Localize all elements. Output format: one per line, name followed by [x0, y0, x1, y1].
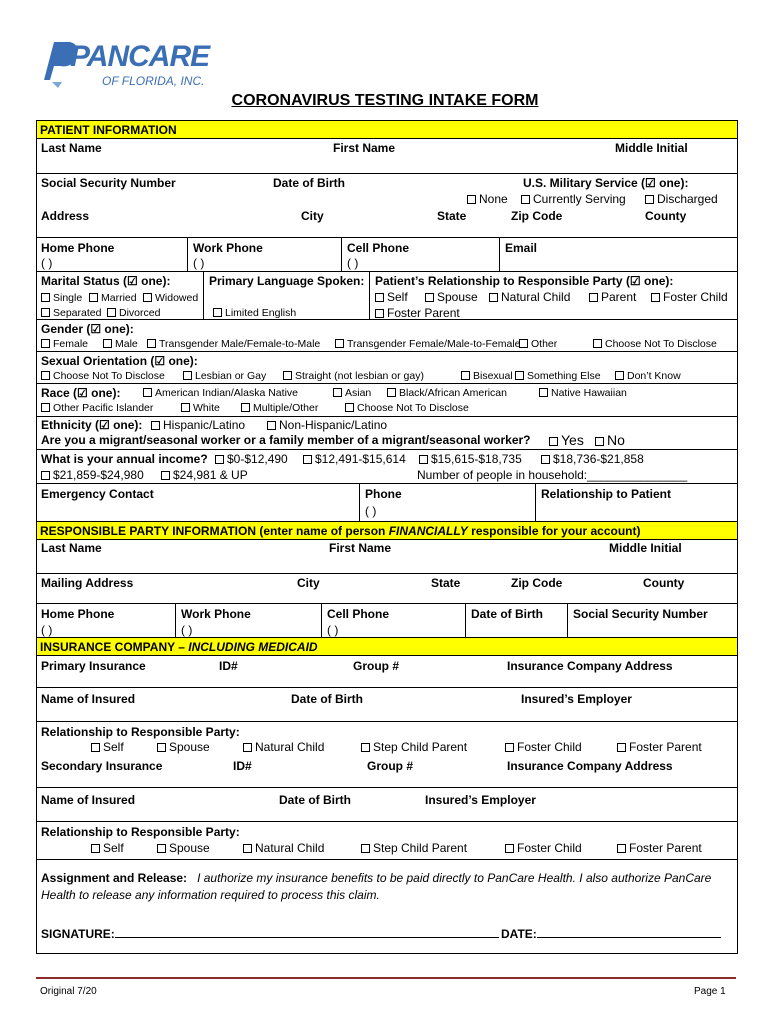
orient-lesbian-gay[interactable]: Lesbian or Gay	[183, 370, 266, 382]
primary-rel-label: Relationship to Responsible Party:	[41, 725, 240, 739]
household-field[interactable]: Number of people in household:_______________	[417, 468, 688, 482]
rel-foster-parent[interactable]: Foster Parent	[375, 306, 460, 320]
footer-page: Page 1	[694, 986, 726, 997]
emergency-phone-label: Phone	[365, 487, 402, 501]
patient-cell-phone-label: Cell Phone	[347, 241, 410, 255]
logo	[40, 36, 215, 90]
responsible-section-header	[37, 521, 737, 540]
ethnicity-non-hispanic[interactable]: Non-Hispanic/Latino	[267, 418, 387, 432]
cell-phone-field[interactable]: ( )	[347, 256, 359, 270]
race-white[interactable]: White	[181, 402, 220, 414]
rel-natural-child[interactable]: Natural Child	[489, 290, 570, 304]
rp-last-name-label: Last Name	[41, 541, 102, 555]
secondary-rel-natural-child[interactable]: Natural Child	[243, 841, 324, 855]
patient-header-label: PATIENT INFORMATION	[40, 123, 177, 137]
ethnicity-hispanic[interactable]: Hispanic/Latino	[151, 418, 245, 432]
patient-county-label: County	[645, 209, 687, 223]
secondary-rel-label: Relationship to Responsible Party:	[41, 825, 240, 839]
limited-english-option[interactable]: Limited English	[213, 307, 296, 319]
race-black[interactable]: Black/African American	[387, 387, 507, 399]
primary-insured-dob-label: Date of Birth	[291, 692, 363, 706]
assignment-text-line1: Assignment and Release: I authorize my insurance benefits to be paid directly to PanCare Health. I also authorize PanCare	[41, 871, 712, 885]
rel-spouse[interactable]: Spouse	[425, 290, 478, 304]
rp-state-label: State	[431, 576, 461, 590]
secondary-rel-foster-parent[interactable]: Foster Parent	[617, 841, 702, 855]
gender-male[interactable]: Male	[103, 338, 138, 350]
rp-first-name-label: First Name	[329, 541, 392, 555]
date-line[interactable]: DATE:	[501, 927, 721, 941]
primary-rel-foster-parent[interactable]: Foster Parent	[617, 740, 702, 754]
marital-separated[interactable]: Separated	[41, 307, 101, 319]
migrant-question: Are you a migrant/seasonal worker or a family member of a migrant/seasonal worker?	[41, 433, 531, 447]
rp-ssn-label: Social Security Number	[573, 607, 708, 621]
marital-married[interactable]: Married	[89, 292, 137, 304]
rp-middle-initial-label: Middle Initial	[609, 541, 682, 555]
secondary-rel-self[interactable]: Self	[91, 841, 124, 855]
marital-divorced[interactable]: Divorced	[107, 307, 160, 319]
primary-rel-spouse[interactable]: Spouse	[157, 740, 210, 754]
patient-dob-label: Date of Birth	[273, 176, 345, 190]
rp-county-label: County	[643, 576, 685, 590]
rp-work-phone-field[interactable]: ( )	[181, 623, 193, 637]
military-label: U.S. Military Service (☑ one):	[523, 176, 689, 190]
secondary-id-label: ID#	[233, 759, 252, 773]
patient-state-label: State	[437, 209, 467, 223]
secondary-name-insured-label: Name of Insured	[41, 793, 136, 807]
emergency-contact-label: Emergency Contact	[41, 487, 154, 501]
orient-something-else[interactable]: Something Else	[515, 370, 601, 382]
ethnicity-label: Ethnicity (☑ one):	[41, 418, 143, 432]
migrant-yes[interactable]: Yes	[549, 432, 584, 448]
footer-rule	[36, 977, 736, 979]
secondary-employer-label: Insured’s Employer	[425, 793, 536, 807]
orient-dont-know[interactable]: Don’t Know	[615, 370, 681, 382]
patient-middle-initial-label: Middle Initial	[615, 141, 688, 155]
rp-cell-phone-field[interactable]: ( )	[327, 623, 339, 637]
patient-last-name-label: Last Name	[41, 141, 102, 155]
income-21859-24980[interactable]: $21,859-$24,980	[41, 468, 144, 482]
primary-insurance-label: Primary Insurance	[41, 659, 146, 673]
orientation-label: Sexual Orientation (☑ one):	[41, 354, 198, 368]
gender-not-disclose[interactable]: Choose Not To Disclose	[593, 338, 717, 350]
rp-home-phone-field[interactable]: ( )	[41, 623, 53, 637]
patient-email-label: Email	[505, 241, 538, 255]
income-12491-15614[interactable]: $12,491-$15,614	[303, 452, 406, 466]
gender-trans-female[interactable]: Transgender Female/Male-to-Female	[335, 338, 521, 350]
primary-address-label: Insurance Company Address	[507, 659, 673, 673]
marital-single[interactable]: Single	[41, 292, 82, 304]
income-18736-21858[interactable]: $18,736-$21,858	[541, 452, 644, 466]
primary-rel-natural-child[interactable]: Natural Child	[243, 740, 324, 754]
gender-female[interactable]: Female	[41, 338, 88, 350]
race-label: Race (☑ one):	[41, 386, 121, 400]
primary-employer-label: Insured’s Employer	[521, 692, 632, 706]
secondary-address-label: Insurance Company Address	[507, 759, 673, 773]
rp-home-phone-label: Home Phone	[41, 607, 115, 621]
rp-dob-label: Date of Birth	[471, 607, 543, 621]
work-phone-field[interactable]: ( )	[193, 256, 205, 270]
gender-other[interactable]: Other	[519, 338, 557, 350]
insurance-section-header	[37, 637, 737, 656]
language-label: Primary Language Spoken:	[209, 274, 365, 288]
primary-group-label: Group #	[353, 659, 400, 673]
orient-not-disclose[interactable]: Choose Not To Disclose	[41, 370, 165, 382]
race-multiple[interactable]: Multiple/Other	[241, 402, 318, 414]
income-24981-up[interactable]: $24,981 & UP	[161, 468, 248, 482]
race-american-indian[interactable]: American Indian/Alaska Native	[143, 387, 298, 399]
primary-rel-step-child[interactable]: Step Child Parent	[361, 740, 467, 754]
gender-trans-male[interactable]: Transgender Male/Female-to-Male	[147, 338, 320, 350]
assignment-label: Assignment and Release:	[41, 871, 188, 885]
gender-label: Gender (☑ one):	[41, 322, 134, 336]
military-none-option[interactable]: None	[467, 192, 508, 206]
race-pacific-islander[interactable]: Other Pacific Islander	[41, 402, 153, 414]
orient-bisexual[interactable]: Bisexual	[461, 370, 513, 382]
footer-left: Original 7/20	[40, 986, 97, 997]
patient-work-phone-label: Work Phone	[193, 241, 263, 255]
secondary-insured-dob-label: Date of Birth	[279, 793, 351, 807]
military-discharged-option[interactable]: Discharged	[645, 192, 718, 206]
rp-mailing-label: Mailing Address	[41, 576, 134, 590]
marital-status-label: Marital Status (☑ one):	[41, 274, 171, 288]
secondary-insurance-label: Secondary Insurance	[41, 759, 163, 773]
secondary-rel-foster-child[interactable]: Foster Child	[505, 841, 582, 855]
patient-first-name-label: First Name	[333, 141, 396, 155]
patient-home-phone-label: Home Phone	[41, 241, 115, 255]
orient-straight[interactable]: Straight (not lesbian or gay)	[283, 370, 424, 382]
primary-rel-foster-child[interactable]: Foster Child	[505, 740, 582, 754]
migrant-no[interactable]: No	[595, 432, 625, 448]
emergency-phone-field[interactable]: ( )	[365, 504, 377, 518]
income-0-12490[interactable]: $0-$12,490	[215, 452, 288, 466]
rp-city-label: City	[297, 576, 320, 590]
patient-ssn-label: Social Security Number	[41, 176, 176, 190]
relationship-label: Patient’s Relationship to Responsible Party (☑ one):	[375, 274, 674, 288]
primary-name-insured-label: Name of Insured	[41, 692, 136, 706]
insurance-header-label: INSURANCE COMPANY – INCLUDING MEDICAID	[40, 640, 318, 654]
rel-self[interactable]: Self	[375, 290, 408, 304]
home-phone-field[interactable]: ( )	[41, 256, 53, 270]
rp-zip-label: Zip Code	[511, 576, 563, 590]
primary-id-label: ID#	[219, 659, 238, 673]
intake-form	[36, 120, 738, 954]
patient-city-label: City	[301, 209, 324, 223]
assignment-text-line2: Health to release any information required to process this claim.	[41, 888, 380, 902]
secondary-group-label: Group #	[367, 759, 414, 773]
secondary-rel-step-child[interactable]: Step Child Parent	[361, 841, 467, 855]
signature-line[interactable]: SIGNATURE:	[41, 927, 499, 941]
income-15615-18735[interactable]: $15,615-$18,735	[419, 452, 522, 466]
race-asian[interactable]: Asian	[333, 387, 371, 399]
patient-zip-label: Zip Code	[511, 209, 563, 223]
marital-widowed[interactable]: Widowed	[143, 292, 198, 304]
race-native-hawaiian[interactable]: Native Hawaiian	[539, 387, 627, 399]
rp-cell-phone-label: Cell Phone	[327, 607, 390, 621]
relationship-patient-label: Relationship to Patient	[541, 487, 672, 501]
secondary-rel-spouse[interactable]: Spouse	[157, 841, 210, 855]
patient-address-label: Address	[41, 209, 90, 223]
rp-work-phone-label: Work Phone	[181, 607, 251, 621]
military-serving-option[interactable]: Currently Serving	[521, 192, 626, 206]
rel-parent[interactable]: Parent	[589, 290, 636, 304]
form-title: CORONAVIRUS TESTING INTAKE FORM	[231, 92, 539, 109]
logo-subtitle: OF FLORIDA, INC.	[102, 74, 205, 88]
responsible-header-label: RESPONSIBLE PARTY INFORMATION (enter name of person FINANCIALLY responsible for your account)	[40, 524, 641, 538]
logo-brand: PANCARE	[70, 40, 210, 73]
income-label: What is your annual income?	[41, 452, 208, 466]
race-not-disclose[interactable]: Choose Not To Disclose	[345, 402, 469, 414]
rel-foster-child[interactable]: Foster Child	[651, 290, 728, 304]
patient-section-header	[37, 121, 737, 139]
primary-rel-self[interactable]: Self	[91, 740, 124, 754]
